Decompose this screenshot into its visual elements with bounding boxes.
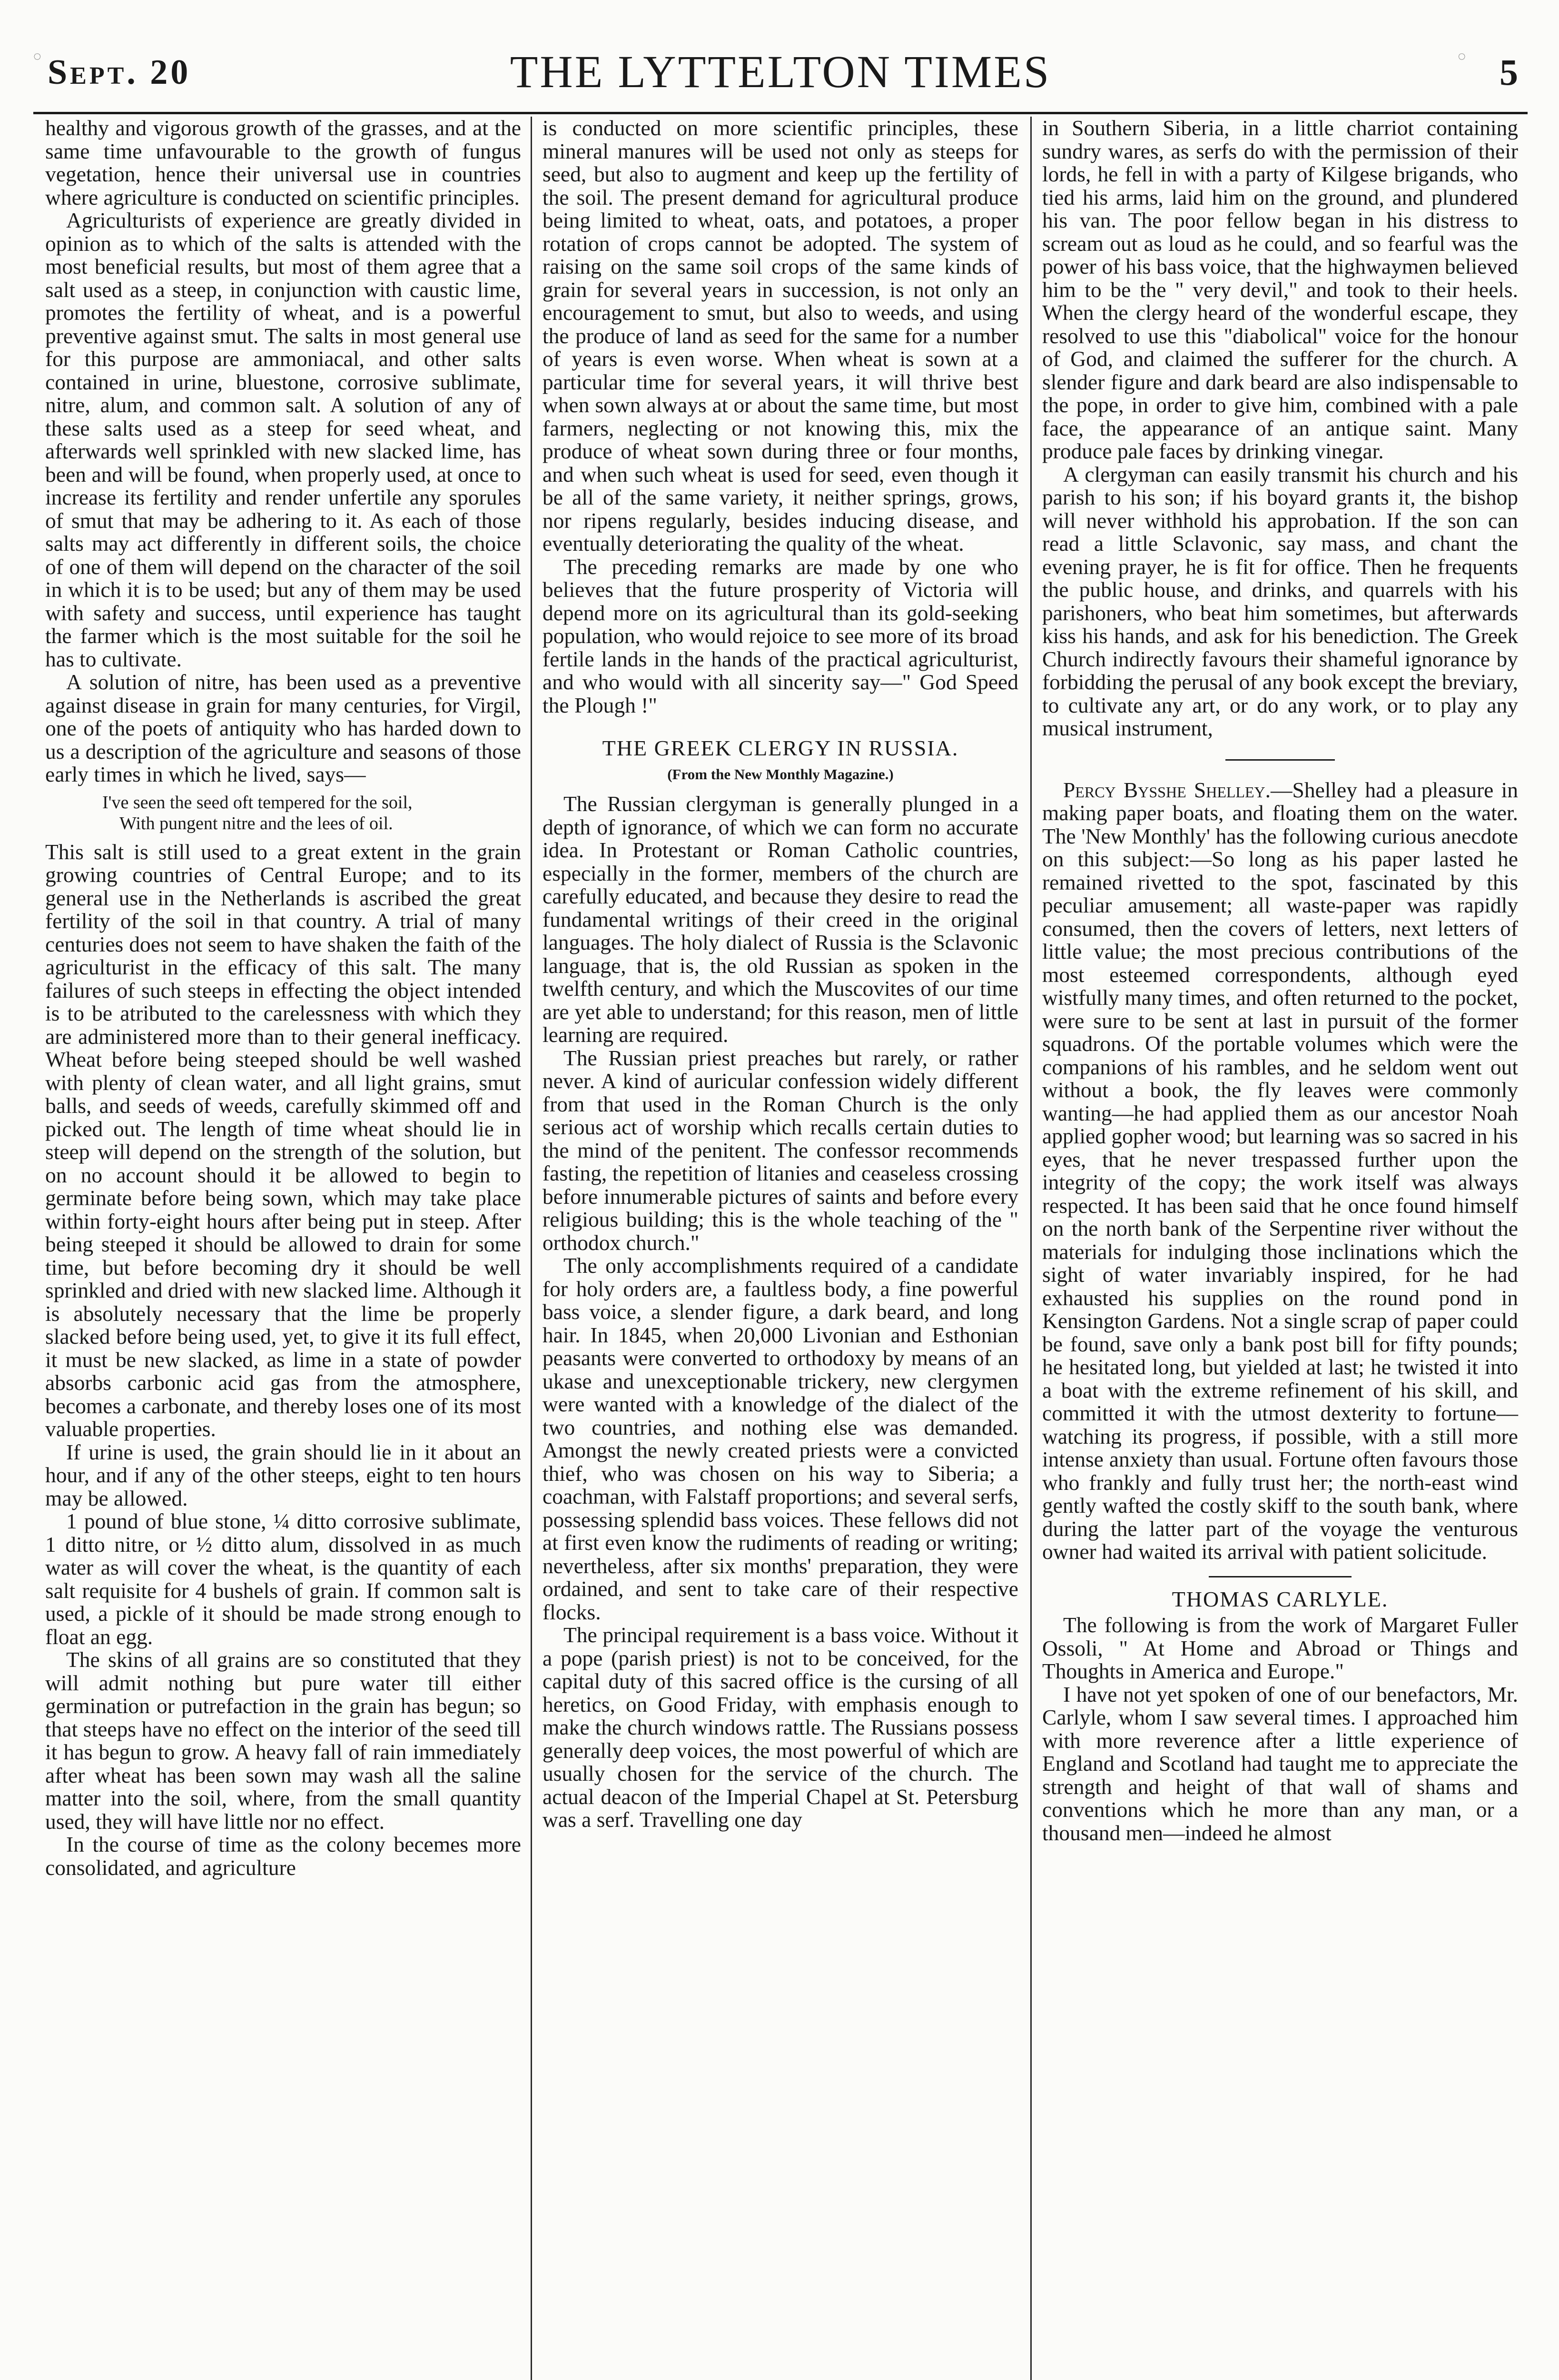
- printer-mark: ◌: [1458, 49, 1466, 64]
- article-title: THE GREEK CLERGY IN RUSSIA.: [602, 736, 959, 760]
- paragraph-text: —Shelley had a pleasure in making paper boats, and floating them on the water. The 'New Monthly' has the following curious anecdote on this subject:—So long as his paper lasted he remained rivetted to the spot, fascinated by this peculiar amusement; all waste-paper was rapidly consumed, then the covers of letters, next letters of little value; the most precious contributions of the most esteemed correspondents, although eyed wistfully many times, and often returned to the pocket, were sure to be sent at last in pursuit of the former squadrons. Of the portable volumes which were the companions of his rambles, and he seldom went out without a book, the fly leaves were commonly wanting—he had applied them as our ancestor Noah applied gopher wood; but learning was so sacred in his eyes, that he never trespassed further upon the integrity of the copy; the work itself was always respected. It has been said that he once found himself on the north bank of the Serpentine river without the materials for indulging those inclinations which the sight of water invariably inspired, for he had exhausted his supplies on the round pond in Kensington Gardens. Not a single scrap of paper could be found, save only a bank post bill for fifty pounds; he hesitated long, but yielded at last; he twisted it into a boat with the extreme refinement of his skill, and committed it with the utmost dexterity to fortune—watching its progress, if possible, with a still more intense anxiety than usual. Fortune often favours those who frankly and fully trust her; the north-east wind gently wafted the costly skiff to the south bank, where during the latter part of the voyage the venturous owner had waited its arrival with patient solicitude.: [1042, 777, 1518, 1564]
- paragraph: A clergyman can easily transmit his church and his parish to his son; if his boyard grants it, the bishop will never withhold his approbation. If the son can read a little Sclavonic, say mass, and chant the evening prayer, he is fit for office. Then he frequents the public house, and drinks, and quarrels with his parishoners, who beat him sometimes, but afterwards kiss his hands, and ask for his benediction. The Greek Church indirectly favours their shameful ignorance by forbidding the perusal of any book except the breviary, to cultivate any art, or do any work, or to play any musical instrument,: [1042, 462, 1518, 740]
- shelley-paragraph: [1042, 779, 1518, 1564]
- printer-mark: ◌: [33, 49, 41, 64]
- section-rule: [1225, 759, 1335, 761]
- column-1: [45, 117, 521, 1879]
- issue-date: Sept. 20: [48, 53, 191, 92]
- paragraph: healthy and vigorous growth of the grasses, and at the same time unfavourable to the growth of fungus vegetation, hence their universal use in countries where agriculture is conducted on scientific principles.: [45, 116, 521, 209]
- paragraph: 1 pound of blue stone, ¼ ditto corrosive sublimate, 1 ditto nitre, or ½ ditto alum, dissolved in as much water as will cover the wheat, is the quantity of each salt requisite for 4 bushels of grain. If common salt is used, a pickle of it should be made strong enough to float an egg.: [45, 1509, 521, 1649]
- article-source: (From the New Monthly Magazine.): [667, 765, 894, 783]
- paragraph: The following is from the work of Margaret Fuller Ossoli, " At Home and Abroad or Things and Thoughts in America and Europe.": [1042, 1613, 1518, 1683]
- paragraph: In the course of time as the colony becemes more consolidated, and agriculture: [45, 1832, 521, 1880]
- paragraph: If urine is used, the grain should lie in it about an hour, and if any of the other steeps, eight to ten hours may be allowed.: [45, 1439, 521, 1510]
- paragraph: The Russian clergyman is generally plunged in a depth of ignorance, of which we can form no accurate idea. In Protestant or Roman Catholic countries, especially in the former, members of the church are carefully educated, and because they desire to read the fundamental writings of their creed in the original languages. The holy dialect of Russia is the Sclavonic language, that is, the old Russian as spoken in the twelfth century, and which the Muscovites of our time are yet able to understand; for this reason, men of little learning are required.: [543, 792, 1018, 1047]
- quote-line: With pungent nitre and the lees of oil.: [119, 813, 393, 833]
- article-title: THOMAS CARLYLE.: [1172, 1587, 1389, 1611]
- section-rule: [1209, 1576, 1352, 1577]
- column-3: [1042, 117, 1518, 1844]
- virgil-quote: [102, 792, 521, 834]
- column-divider: [531, 117, 532, 2380]
- column-2: [543, 117, 1018, 1832]
- masthead: [33, 40, 1528, 112]
- paragraph: The only accomplishments required of a candidate for holy orders are, a faultless body, a fine powerful bass voice, a slender figure, a dark beard, and long hair. In 1845, when 20,000 Livonian and Esthonian peasants were converted to orthodoxy by means of an ukase and unexceptionable trickery, new clergymen were wanted with a knowledge of the dialect of the two countries, and nothing else was demanded. Amongst the newly created priests were a convicted thief, who was chosen on his way to Siberia; a coachman, with Falstaff proportions; and several serfs, possessing splendid bass voices. These fellows did not at first even know the rudiments of reading or writing; nevertheless, after six months' preparation, they were ordained, and sent to take care of their respective flocks.: [543, 1253, 1018, 1624]
- paragraph: Agriculturists of experience are greatly divided in opinion as to which of the salts is attended with the most beneficial results, but most of them agree that a salt used as a steep, in conjunction with caustic lime, promotes the fertility of wheat, and is a powerful preventive against smut. The salts in most general use for this purpose are ammoniacal, and other salts contained in urine, bluestone, corrosive sublimate, nitre, alum, and common salt. A solution of any of these salts used as a steep for seed wheat, and afterwards well sprinkled with new slacked lime, has been and will be found, when properly used, at once to increase its fertility and render unfertile any sporules of smut that may be adhering to it. As each of those salts may act differently in different soils, the choice of one of them will depend on the character of the soil in which it is to be used; but any of them may be used with safety and success, until experience has taught the farmer which is the most suitable for the soil he has to cultivate.: [45, 208, 521, 671]
- page-number: 5: [1500, 51, 1518, 93]
- quote-line: I've seen the seed oft tempered for the soil,: [102, 792, 413, 813]
- paragraph: A solution of nitre, has been used as a preventive against disease in grain for many centuries, for Virgil, one of the poets of antiquity who has harded down to us a description of the agriculture and seasons of those early times in which he lived, says—: [45, 670, 521, 786]
- masthead-rule: [33, 112, 1528, 114]
- paragraph: This salt is still used to a great extent in the grain growing countries of Central Europe; and to its general use in the Netherlands is ascribed the great fertility of the soil in that country. A trial of many centuries does not seem to have shaken the faith of the agriculturist in the efficacy of this salt. The many failures of such steeps in effecting the object intended is to be atributed to the carelessness with which they are administered more than to their general inefficacy. Wheat before being steeped should be well washed with plenty of clean water, and all light grains, smut balls, and seeds of weeds, carefully skimmed off and picked out. The length of time wheat should lie in steep will depend on the strength of the solution, but on no account should it be allowed to begin to germinate before being sown, which may take place within forty-eight hours after being put in steep. After being steeped it should be allowed to drain for some time, but before becoming dry it should be well sprinkled and dried with new slacked lime. Although it is absolutely necessary that the lime be properly slacked before being used, yet, to give it its full effect, it must be new slacked, as lime in a state of powder absorbs carbonic acid gas from the atmosphere, becomes a carbonate, and thereby loses one of its most valuable properties.: [45, 839, 521, 1441]
- paragraph: The Russian priest preaches but rarely, or rather never. A kind of auricular confession widely different from that used in the Roman Church is the only serious act of worship which recalls certain duties to the mind of the penitent. The confessor recommends fasting, the repetition of litanies and ceaseless crossing before innumerable pictures of saints and before every religious building; this is the whole teaching of the " orthodox church.": [543, 1045, 1018, 1255]
- newspaper-title: THE LYTTELTON TIMES: [510, 46, 1051, 97]
- paragraph: I have not yet spoken of one of our benefactors, Mr. Carlyle, whom I saw several times. I approached him with more reverence after a little experience of England and Scotland had taught me to appreciate the strength and height of that wall of shams and conventions which he more than any man, or a thousand men—indeed he almost: [1042, 1682, 1518, 1845]
- paragraph: The skins of all grains are so constituted that they will admit nothing but pure water till either germination or putrefaction in the grain has begun; so that steeps have no effect on the interior of the seed till it has begun to grow. A heavy fall of rain immediately after wheat has been sown may wash all the saline matter into the soil, where, from the small quantity used, they will have little nor no effect.: [45, 1647, 521, 1834]
- paragraph: The preceding remarks are made by one who believes that the future prosperity of Victoria will depend more on its agricultural than its gold-seeking population, who would rejoice to see more of its broad fertile lands in the hands of the practical agriculturist, and who would with all sincerity say—" God Speed the Plough !": [543, 554, 1018, 717]
- shelley-lead: Percy Bysshe Shelley.: [1063, 777, 1271, 802]
- paragraph: in Southern Siberia, in a little charriot containing sundry wares, as serfs do with the permission of their lords, he fell in with a party of Kilgese brigands, who tied his arms, laid him on the ground, and plundered his van. The poor fellow began in his distress to scream out as loud as he could, and so fearful was the power of his bass voice, that the highwaymen believed him to be the " very devil," and took to their heels. When the clergy heard of the wonderful escape, they resolved to use this "diabolical" voice for the honour of God, and claimed the sufferer for the church. A slender figure and dark beard are also indispensable to the pope, in order to give him, combined with a pale face, the appearance of an antique saint. Many produce pale faces by drinking vinegar.: [1042, 116, 1518, 463]
- column-divider: [1030, 117, 1032, 2380]
- paragraph: is conducted on more scientific principles, these mineral manures will be used not only as steeps for seed, but also to augment and keep up the fertility of the soil. The present demand for agricultural produce being limited to wheat, oats, and potatoes, a proper rotation of crops cannot be adopted. The system of raising on the same soil crops of the same kinds of grain for several years in succession, is not only an encouragement to smut, but also to weeds, and using the produce of land as seed for the same for a number of years is even worse. When wheat is sown at a particular time for several years, it will thrive best when sown always at or about the same time, but most farmers, neglecting or not knowing this, mix the produce of wheat sown during three or four months, and when such wheat is used for seed, even though it be all of the same variety, it neither springs, grows, nor ripens regularly, besides inducing disease, and eventually deteriorating the quality of the wheat.: [543, 116, 1018, 555]
- paragraph: The principal requirement is a bass voice. Without it a pope (parish priest) is not to be conceived, for the capital duty of this sacred office is the cursing of all heretics, on Good Friday, with emphasis enough to make the church windows rattle. The Russians possess generally deep voices, the most powerful of which are usually chosen for the service of the church. The actual deacon of the Imperial Chapel at St. Petersburg was a serf. Travelling one day: [543, 1623, 1018, 1832]
